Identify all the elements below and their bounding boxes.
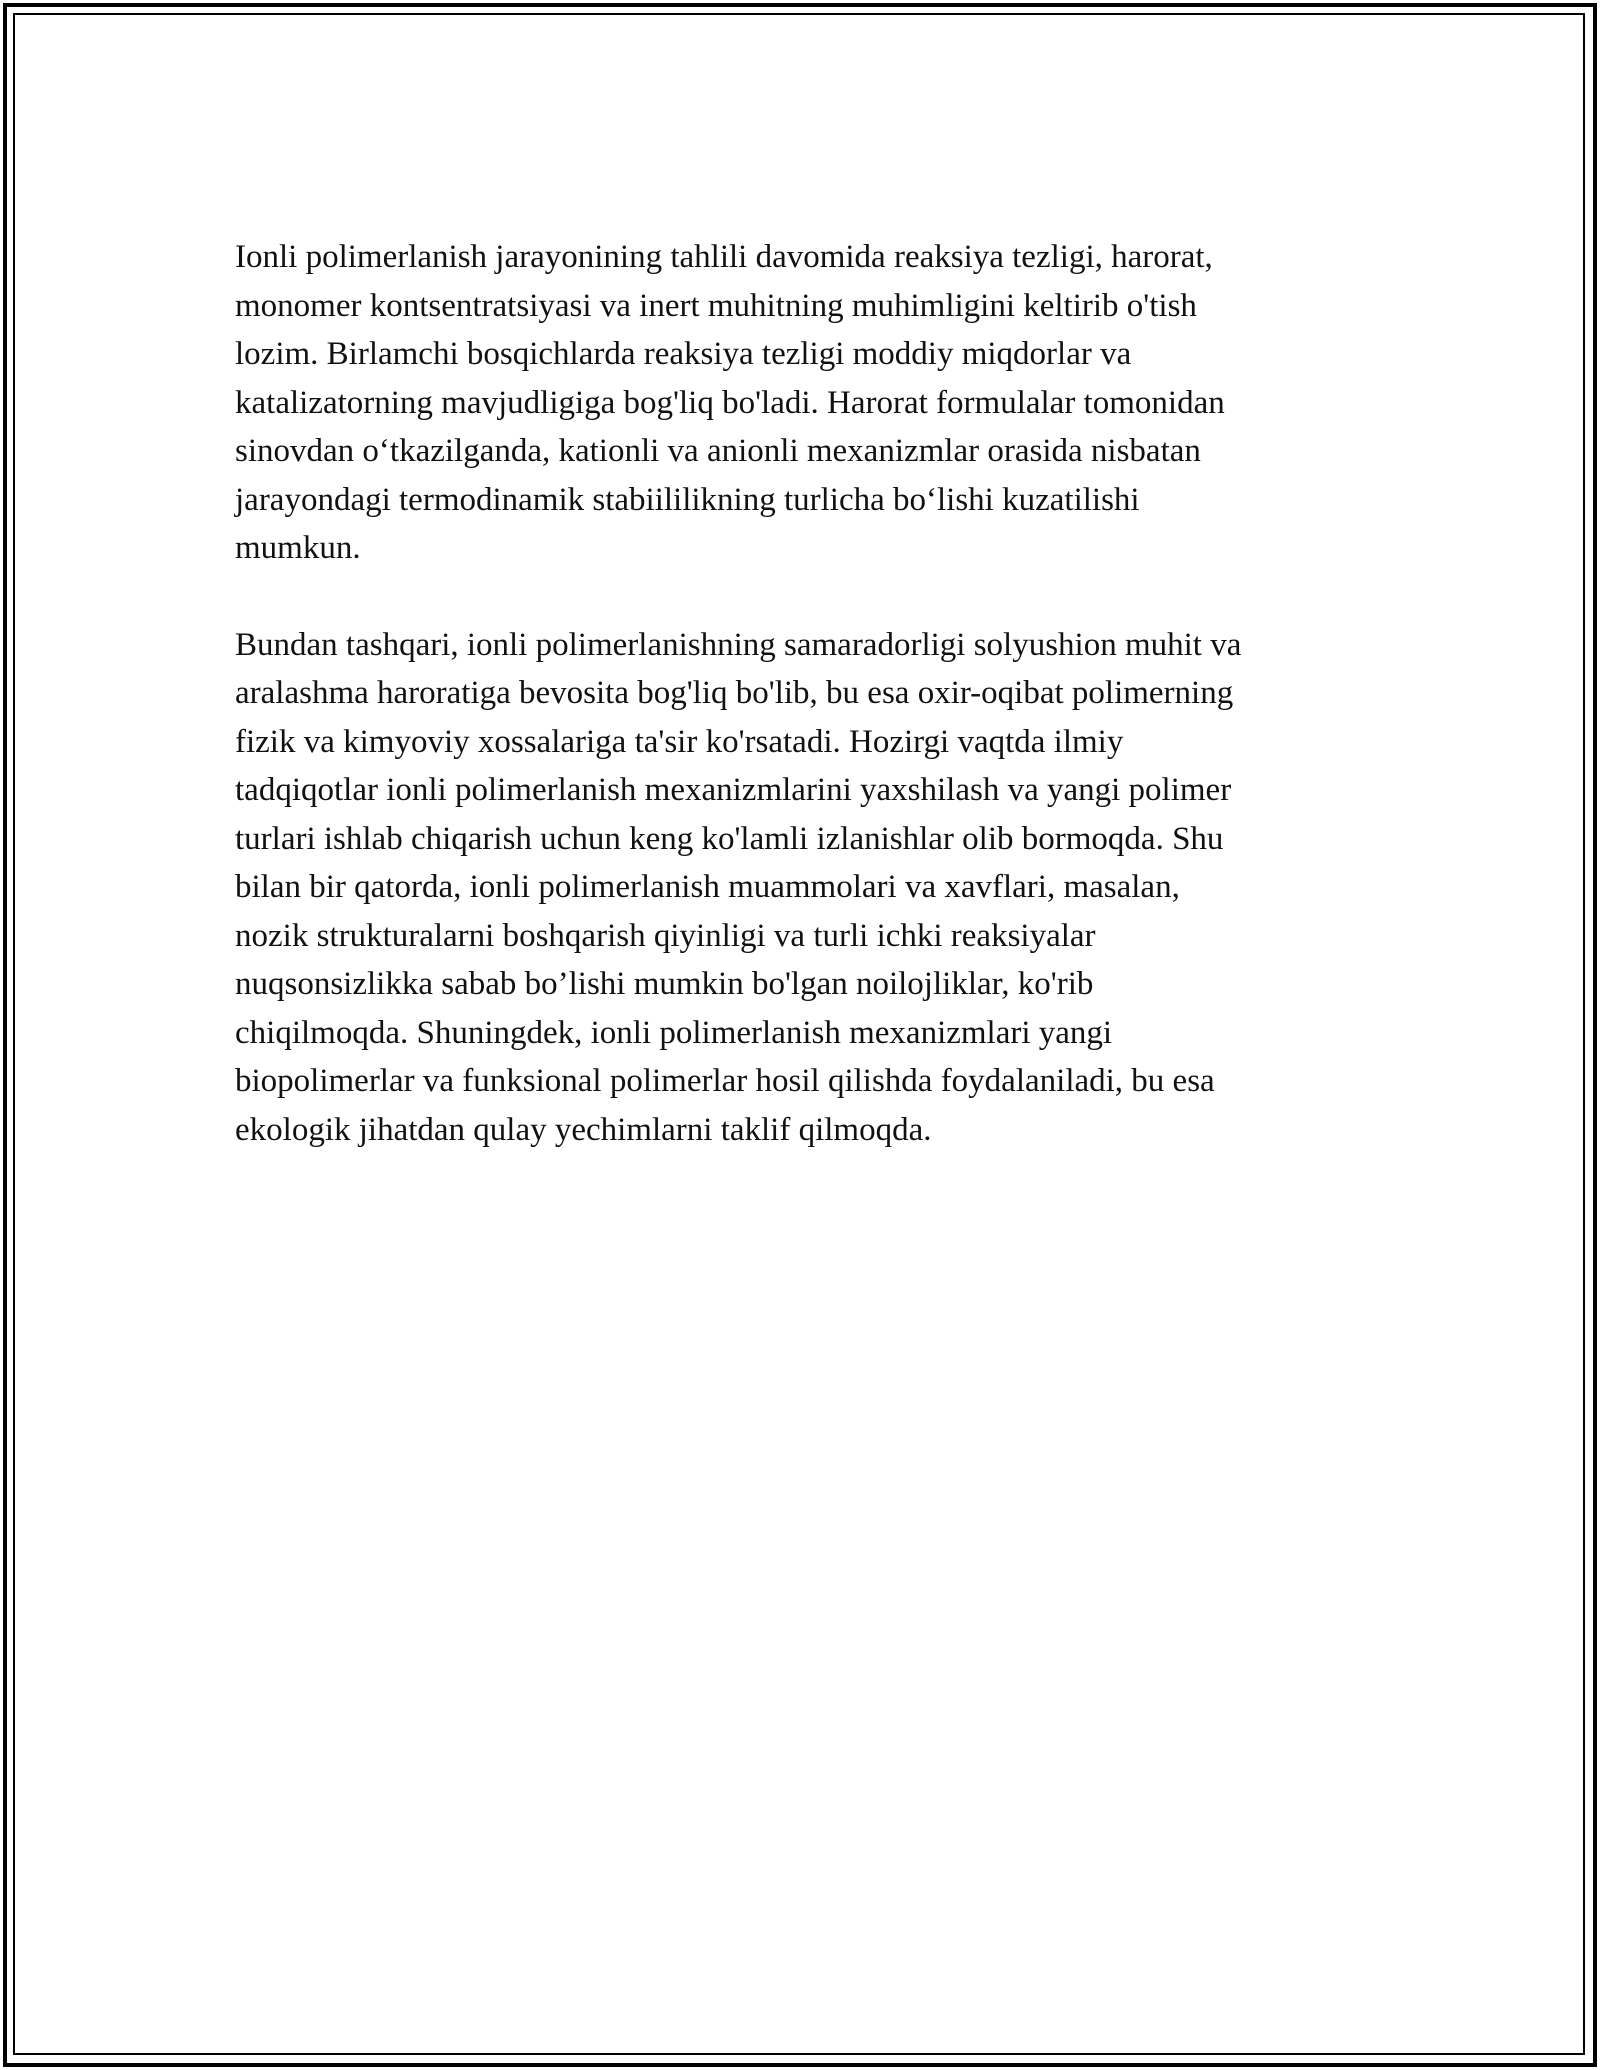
- paragraph-2: Bundan tashqari, ionli polimerlanishning samaradorligi solyushion muhit va aralashma haroratiga bevosita bog'liq bo'lib, bu esa oxir-oqibat polimerning fizik va kimyoviy xossalariga ta'sir ko'rsatadi. Hozirgi vaqtda ilmiy tadqiqotlar ionli polimerlanish mexanizmlarini yaxshilash va yangi polimer turlari ishlab chiqarish uchun keng ko'lamli izlanishlar olib bormoqda. Shu bilan bir qatorda, ionli polimerlanish muammolari va xavflari, masalan, nozik strukturalarni boshqarish qiyinligi va turli ichki reaksiyalar nuqsonsizlikka sabab bo’lishi mumkin bo'lgan noilojliklar, ko'rib chiqilmoqda. Shuningdek, ionli polimerlanish mexanizmlari yangi biopolimerlar va funksional polimerlar hosil qilishda foydalaniladi, bu esa ekologik jihatdan qulay yechimlarni taklif qilmoqda.: [235, 626, 1242, 1148]
- paragraph-1: Ionli polimerlanish jarayonining tahlili davomida reaksiya tezligi, harorat, monomer kontsentratsiyasi va inert muhitning muhimligini keltirib o'tish lozim. Birlamchi bosqichlarda reaksiya tezligi moddiy miqdorlar va katalizatorning mavjudligiga bog'liq bo'ladi. Harorat formulalar tomonidan sinovdan oʻtkazilganda, kationli va anionli mexanizmlar orasida nisbatan jarayondagi termodinamik stabiililikning turlicha boʻlishi kuzatilishi mumkun.: [235, 239, 1225, 566]
- document-body: [235, 233, 1375, 1154]
